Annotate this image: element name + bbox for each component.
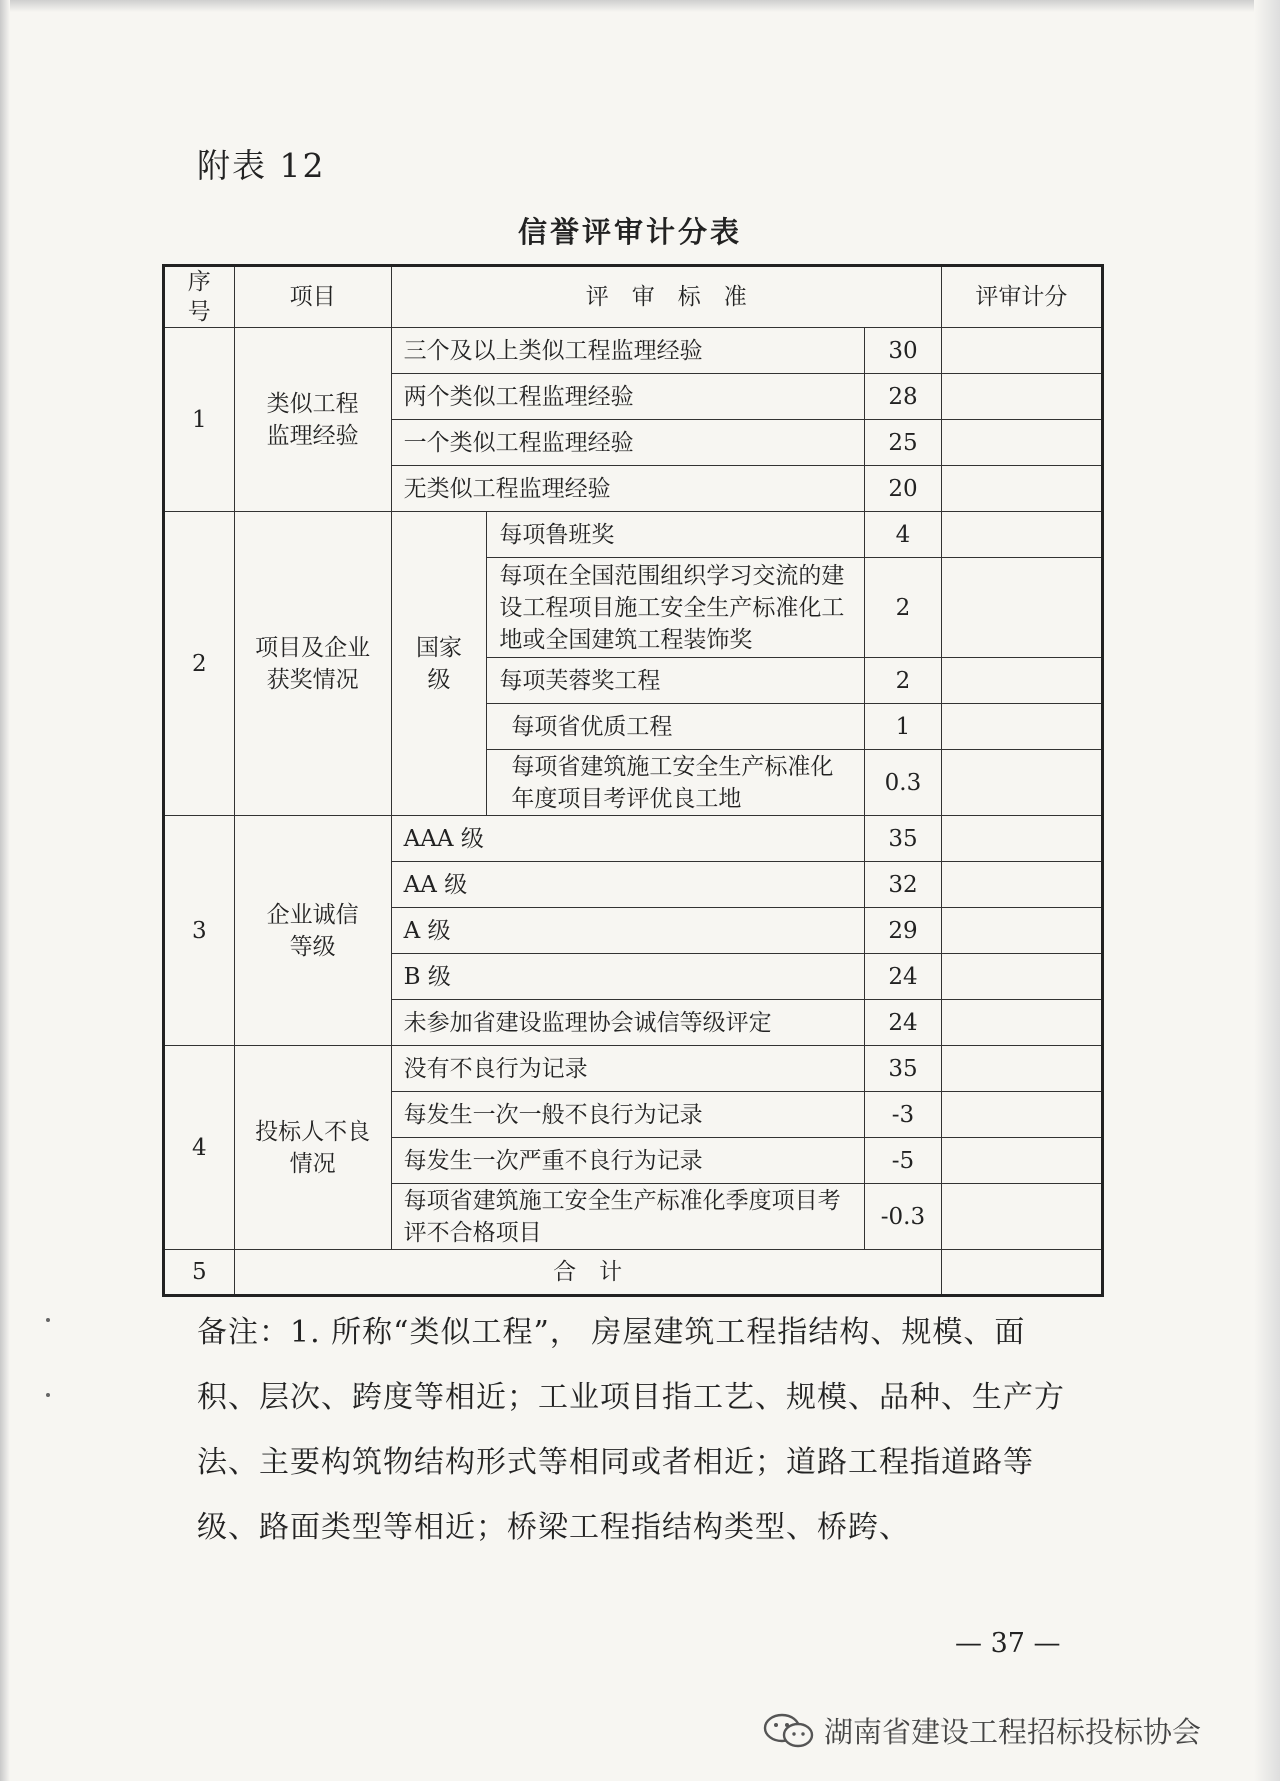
scan-edge-left	[0, 0, 10, 1781]
score-cell[interactable]	[941, 704, 1102, 750]
criteria-text: 一个类似工程监理经验	[391, 420, 865, 466]
criteria-points: 28	[865, 374, 942, 420]
total-no: 5	[164, 1250, 235, 1296]
criteria-text: 每项省建筑施工安全生产标准化季度项目考评不合格项目	[391, 1184, 865, 1250]
criteria-points: 35	[865, 1046, 942, 1092]
criteria-text: 每项省建筑施工安全生产标准化年度项目考评优良工地	[487, 750, 865, 816]
criteria-points: 20	[865, 466, 942, 512]
page-number: — 37 —	[955, 1628, 1061, 1659]
criteria-text: 未参加省建设监理协会诚信等级评定	[391, 1000, 865, 1046]
group-item: 项目及企业获奖情况	[234, 512, 391, 816]
criteria-text: AAA 级	[391, 816, 865, 862]
criteria-text: 每项芙蓉奖工程	[487, 658, 865, 704]
score-cell[interactable]	[941, 862, 1102, 908]
scan-edge-right	[1254, 0, 1280, 1781]
criteria-points: 32	[865, 862, 942, 908]
score-cell[interactable]	[941, 1046, 1102, 1092]
group-no: 4	[164, 1046, 235, 1250]
criteria-points: 4	[865, 512, 942, 558]
credit-score-table	[162, 264, 1104, 1297]
table-row	[164, 512, 1103, 558]
score-cell[interactable]	[941, 816, 1102, 862]
criteria-text: B 级	[391, 954, 865, 1000]
criteria-text: 每项在全国范围组织学习交流的建设工程项目施工安全生产标准化工地或全国建筑工程装饰奖	[487, 558, 865, 658]
watermark	[760, 1710, 1201, 1751]
criteria-points: -0.3	[865, 1184, 942, 1250]
score-cell[interactable]	[941, 1000, 1102, 1046]
criteria-text: 每发生一次一般不良行为记录	[391, 1092, 865, 1138]
group-item: 企业诚信等级	[234, 816, 391, 1046]
group-no: 3	[164, 816, 235, 1046]
criteria-text: A 级	[391, 908, 865, 954]
criteria-points: 24	[865, 1000, 942, 1046]
scan-edge-top	[0, 0, 1280, 12]
score-cell[interactable]	[941, 1184, 1102, 1250]
group-no: 2	[164, 512, 235, 816]
criteria-points: 25	[865, 420, 942, 466]
scan-speck	[46, 1318, 50, 1322]
score-cell[interactable]	[941, 908, 1102, 954]
watermark-text: 湖南省建设工程招标投标协会	[824, 1715, 1202, 1749]
table-row	[164, 816, 1103, 862]
criteria-text: 每项省优质工程	[487, 704, 865, 750]
criteria-points: 2	[865, 558, 942, 658]
score-cell[interactable]	[941, 558, 1102, 658]
remarks-paragraph: 备注：1. 所称“类似工程”， 房屋建筑工程指结构、规模、面积、层次、跨度等相近；工业项目指工艺、规模、品种、生产方法、主要构筑物结构形式等相同或者相近；道路工程指道路等级、路面类型等相近；桥梁工程指结构类型、桥跨、	[197, 1315, 1065, 1545]
score-cell[interactable]	[941, 1138, 1102, 1184]
header-no: 序号	[164, 266, 235, 328]
criteria-points: 1	[865, 704, 942, 750]
criteria-points: 29	[865, 908, 942, 954]
header-criteria: 评 审 标 准	[391, 266, 941, 328]
group-item: 投标人不良情况	[234, 1046, 391, 1250]
criteria-points: -3	[865, 1092, 942, 1138]
document-title: 信誉评审计分表	[517, 215, 742, 249]
table-row	[164, 1046, 1103, 1092]
score-cell[interactable]	[941, 1092, 1102, 1138]
criteria-points: 30	[865, 328, 942, 374]
total-score-cell[interactable]	[941, 1250, 1102, 1296]
score-cell[interactable]	[941, 954, 1102, 1000]
score-cell[interactable]	[941, 420, 1102, 466]
scan-speck	[46, 1393, 50, 1397]
criteria-text: 每项鲁班奖	[487, 512, 865, 558]
group-sub-level: 国家级	[391, 512, 487, 816]
group-no: 1	[164, 328, 235, 512]
wechat-icon	[760, 1712, 818, 1750]
total-row	[164, 1250, 1103, 1296]
criteria-text: 无类似工程监理经验	[391, 466, 865, 512]
score-cell[interactable]	[941, 466, 1102, 512]
total-label: 合 计	[234, 1250, 941, 1296]
score-cell[interactable]	[941, 658, 1102, 704]
criteria-text: 没有不良行为记录	[391, 1046, 865, 1092]
criteria-points: -5	[865, 1138, 942, 1184]
criteria-text: 每发生一次严重不良行为记录	[391, 1138, 865, 1184]
criteria-text: 三个及以上类似工程监理经验	[391, 328, 865, 374]
score-cell[interactable]	[941, 328, 1102, 374]
score-cell[interactable]	[941, 512, 1102, 558]
criteria-points: 2	[865, 658, 942, 704]
header-item: 项目	[234, 266, 391, 328]
criteria-points: 0.3	[865, 750, 942, 816]
group-item: 类似工程监理经验	[234, 328, 391, 512]
criteria-points: 24	[865, 954, 942, 1000]
header-row	[164, 266, 1103, 328]
criteria-points: 35	[865, 816, 942, 862]
criteria-text: 两个类似工程监理经验	[391, 374, 865, 420]
table-row	[164, 328, 1103, 374]
score-cell[interactable]	[941, 374, 1102, 420]
appendix-heading: 附表 12	[197, 146, 326, 185]
header-score: 评审计分	[941, 266, 1102, 328]
score-cell[interactable]	[941, 750, 1102, 816]
criteria-text: AA 级	[391, 862, 865, 908]
